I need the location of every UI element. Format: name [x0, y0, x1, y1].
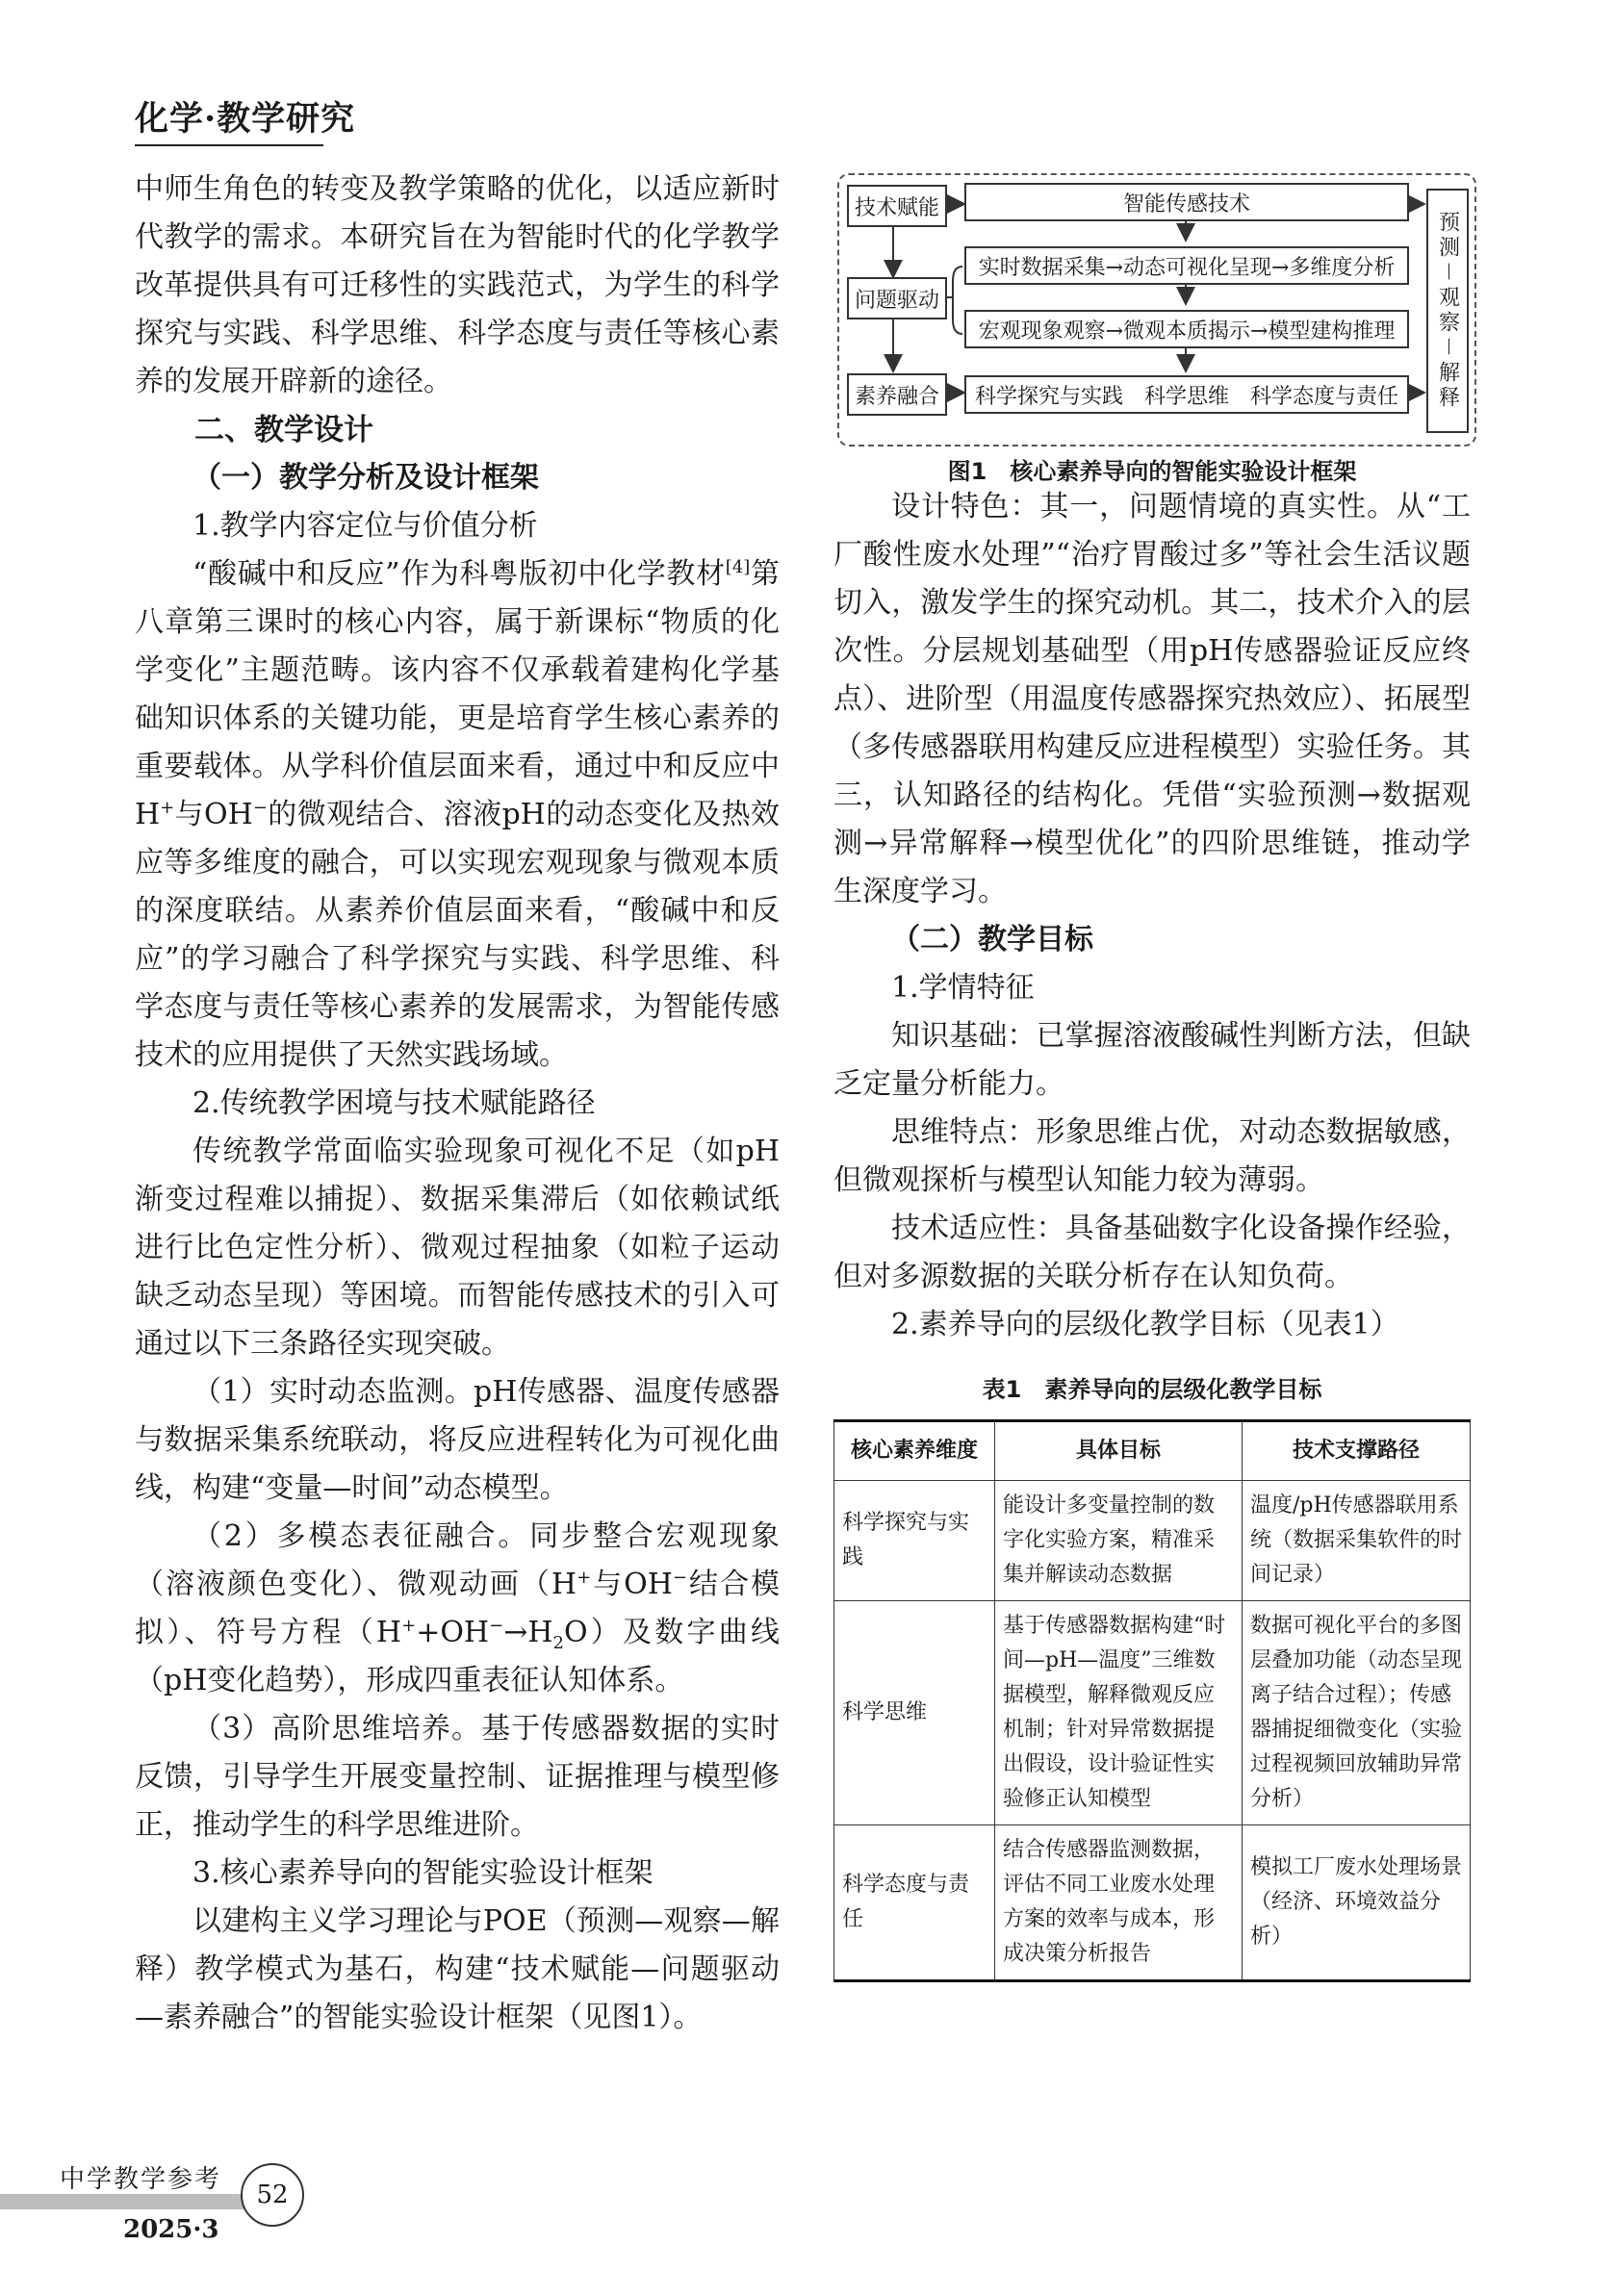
box-poe: 预测－观察－解释 — [1426, 189, 1469, 433]
paragraph: “酸碱中和反应”作为科粤版初中化学教材[4]第八章第三课时的核心内容，属于新课标“物质的化学变化”主题范畴。该内容不仅承载着建构化学基础知识体系的关键功能，更是培育学生核心素养的重要载体。从学科价值层面来看，通过中和反应中H+与OH−的微观结合、溶液pH的动态变化及热效应等多维度的融合，可以实现宏观现象与微观本质的深度联结。从素养价值层面来看，“酸碱中和反应”的学习融合了科学探究与实践、科学思维、科学态度与责任等核心素养的发展需求，为智能传感技术的应用提供了天然实践场域。 — [135, 557, 780, 1072]
item-title: 2.素养导向的层级化教学目标（见表1） — [891, 1308, 1399, 1341]
table-cell: 基于传感器数据构建“时间—pH—温度”三维数据模型，解释微观反应机制；针对异常数据提出假设，设计验证性实验修正认知模型 — [995, 1601, 1243, 1825]
left-column — [135, 166, 780, 2042]
paragraph: （3）高阶思维培养。基于传感器数据的实时反馈，引导学生开展变量控制、证据推理与模型修正，推动学生的科学思维进阶。 — [135, 1712, 780, 1842]
footer-journal: 中学教学参考 — [60, 2165, 222, 2194]
table-caption: 表1 素养导向的层级化教学目标 — [982, 1376, 1322, 1403]
figure-caption: 图1 核心素养导向的智能实验设计框架 — [947, 458, 1357, 485]
box-literacy-fusion: 素养融合 — [847, 373, 947, 416]
footer-bar — [0, 2194, 245, 2209]
paragraph: 知识基础：已掌握溶液酸碱性判断方法，但缺乏定量分析能力。 — [833, 1019, 1471, 1101]
table-cell: 科学探究与实践 — [834, 1481, 995, 1601]
table-cell: 科学思维 — [834, 1601, 995, 1825]
table-cell: 能设计多变量控制的数字化实验方案，精准采集并解读动态数据 — [995, 1481, 1243, 1601]
box-core-literacy: 科学探究与实践 科学思维 科学态度与责任 — [964, 375, 1409, 414]
table-row — [834, 1481, 1471, 1601]
citation: [4] — [725, 557, 751, 577]
footer-issue: 2025·3 — [123, 2215, 219, 2244]
table-cell: 温度/pH传感器联用系统（数据采集软件的时间记录） — [1243, 1481, 1471, 1601]
box-problem-driven: 问题驱动 — [847, 277, 947, 319]
subsection-title: （二）教学目标 — [891, 923, 1093, 957]
paragraph: （1）实时动态监测。pH传感器、温度传感器与数据采集系统联动，将反应进程转化为可视化曲线，构建“变量—时间”动态模型。 — [135, 1375, 780, 1505]
table-row — [834, 1601, 1471, 1825]
box-tech-empower: 技术赋能 — [847, 185, 947, 227]
paragraph: 传统教学常面临实验现象可视化不足（如pH渐变过程难以捕捉）、数据采集滞后（如依赖试纸进行比色定性分析）、微观过程抽象（如粒子运动缺乏动态呈现）等困境。而智能传感技术的引入可通过以下三条路径实现突破。 — [135, 1135, 780, 1361]
item-title: 3.核心素养导向的智能实验设计框架 — [192, 1856, 654, 1890]
page-number: 52 — [241, 2163, 304, 2227]
column-header: 核心素养维度 — [834, 1421, 995, 1481]
item-title: 1.学情特征 — [891, 971, 1035, 1005]
subsection-title: （一）教学分析及设计框架 — [192, 461, 539, 495]
column-header: 技术支撑路径 — [1243, 1421, 1471, 1481]
running-header: 化学·教学研究 — [135, 99, 356, 139]
box-smart-sensing: 智能传感技术 — [964, 183, 1409, 221]
right-column — [833, 483, 1471, 1349]
item-title: 1.教学内容定位与价值分析 — [192, 509, 538, 543]
box-macro-micro: 宏观现象观察→微观本质揭示→模型建构推理 — [964, 310, 1409, 348]
header-rule — [135, 144, 323, 146]
figure-1 — [837, 173, 1476, 446]
paragraph: 设计特色：其一，问题情境的真实性。从“工厂酸性废水处理”“治疗胃酸过多”等社会生活议题切入，激发学生的探究动机。其二，技术介入的层次性。分层规划基础型（用pH传感器验证反应终点）、进阶型（用温度传感器探究热效应）、拓展型（多传感器联用构建反应进程模型）实验任务。其三，认知路径的结构化。凭借“实验预测→数据观测→异常解释→模型优化”的四阶思维链，推动学生深度学习。 — [833, 490, 1471, 908]
table-row — [834, 1825, 1471, 1981]
paragraph: 技术适应性：具备基础数字化设备操作经验，但对多源数据的关联分析存在认知负荷。 — [833, 1212, 1471, 1293]
paragraph: 思维特点：形象思维占优，对动态数据敏感，但微观探析与模型认知能力较为薄弱。 — [833, 1115, 1471, 1197]
table-cell: 数据可视化平台的多图层叠加功能（动态呈现离子结合过程）；传感器捕捉细微变化（实验过程视频回放辅助异常分析） — [1243, 1601, 1471, 1825]
table-cell: 结合传感器监测数据，评估不同工业废水处理方案的效率与成本，形成决策分析报告 — [995, 1825, 1243, 1981]
paragraph: 以建构主义学习理论与POE（预测—观察—解释）教学模式为基石，构建“技术赋能—问题驱动—素养融合”的智能实验设计框架（见图1）。 — [135, 1904, 780, 2034]
table-1 — [833, 1419, 1471, 1982]
section-title: 二、教学设计 — [194, 413, 373, 447]
column-header: 具体目标 — [995, 1421, 1243, 1481]
table-header-row — [834, 1421, 1471, 1481]
bracket — [953, 267, 962, 334]
box-realtime-data: 实时数据采集→动态可视化呈现→多维度分析 — [964, 246, 1409, 285]
paragraph: （2）多模态表征融合。同步整合宏观现象（溶液颜色变化）、微观动画（H+与OH−结合模拟）、符号方程$(H^++OH^-\to H_2O)$及数字曲线（pH变化趋势），形成四重表征认知体系。 — [135, 1519, 780, 1697]
table-cell: 模拟工厂废水处理场景（经济、环境效益分析） — [1243, 1825, 1471, 1981]
intro-paragraph: 中师生角色的转变及教学策略的优化，以适应新时代教学的需求。本研究旨在为智能时代的化学教学改革提供具有可迁移性的实践范式，为学生的科学探究与实践、科学思维、科学态度与责任等核心素养的发展开辟新的途径。 — [135, 172, 780, 398]
table-cell: 科学态度与责任 — [834, 1825, 995, 1981]
item-title: 2.传统教学困境与技术赋能路径 — [192, 1086, 596, 1120]
